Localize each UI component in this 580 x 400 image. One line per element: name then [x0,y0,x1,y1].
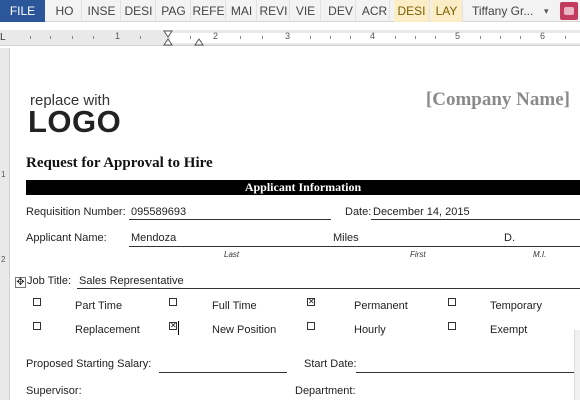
ruler-tick [480,36,481,39]
tab-acrobat[interactable]: ACR [360,0,390,22]
tab-view[interactable]: VIE [291,0,321,22]
tab-design[interactable]: DESI [122,0,156,22]
section-header: Applicant Information [26,180,580,195]
replacement-label: Replacement [75,324,140,336]
checkbox-exempt[interactable] [448,322,456,330]
ruler-number: 6 [540,31,546,41]
tab-table-design[interactable]: DESI [394,0,430,22]
ruler-tick [435,36,436,39]
user-account-name[interactable]: Tiffany Gr... [472,4,534,18]
full-time-label: Full Time [212,300,257,312]
horizontal-ruler [0,30,580,46]
ruler-number: 4 [370,31,376,41]
ribbon-tab-bar [0,0,580,22]
tab-references[interactable]: REFE [192,0,226,22]
caption-mi: M.I. [533,250,547,259]
ruler-tick [240,36,241,39]
logo-placeholder-caption: replace with [30,92,111,109]
applicant-name-label: Applicant Name: [26,232,107,244]
ruler-number: 1 [115,31,121,41]
tab-insert[interactable]: INSE [83,0,121,22]
tab-home[interactable]: HO [48,0,82,22]
applicant-name-underline [129,246,580,247]
ruler-number: 3 [285,31,291,41]
checkbox-new-position[interactable]: ✕ [170,321,177,330]
requisition-label: Requisition Number: [26,206,126,218]
ruler-tick [72,36,73,39]
part-time-label: Part Time [75,300,123,312]
checkbox-part-time[interactable] [33,298,41,306]
requisition-underline [129,219,331,220]
tab-mailings[interactable]: MAI [227,0,257,22]
ruler-tick [520,36,521,39]
vruler-number: 2 [1,255,6,264]
tab-developer[interactable]: DEV [326,0,356,22]
exempt-label: Exempt [490,324,528,336]
permanent-label: Permanent [354,300,408,312]
ruler-number: 2 [213,31,219,41]
job-title-value[interactable]: Sales Representative [79,275,184,287]
ruler-tick [50,36,51,39]
tab-review[interactable]: REVI [258,0,290,22]
tab-page-layout[interactable]: PAG [157,0,191,22]
job-title-label: Job Title: [27,275,72,287]
hourly-label: Hourly [354,324,386,336]
requisition-value[interactable]: 095589693 [131,206,187,218]
file-tab[interactable]: FILE [0,0,45,22]
table-move-handle[interactable]: ✥ [16,277,25,288]
ruler-tick [565,36,566,39]
chevron-down-icon[interactable]: ▾ [544,6,549,16]
logo-placeholder: LOGO [28,104,122,139]
date-value[interactable]: December 14, 2015 [373,206,470,218]
caption-first: First [410,250,426,259]
ruler-tick [350,36,351,39]
department-label: Department: [295,385,356,397]
start-date-underline[interactable] [356,372,580,373]
checkbox-hourly[interactable] [307,322,315,330]
ruler-number: 5 [455,31,461,41]
job-title-underline [77,288,580,289]
temporary-label: Temporary [490,300,542,312]
applicant-middle-initial[interactable]: D. [504,232,515,244]
applicant-first-name[interactable]: Miles [333,232,359,244]
vertical-ruler [0,48,10,400]
new-position-label: New Position [212,324,277,336]
tab-table-layout[interactable]: LAY [431,0,463,22]
date-label: Date: [345,206,372,218]
checkbox-replacement[interactable] [33,322,41,330]
vruler-number: 1 [1,170,6,179]
ruler-tick [415,36,416,39]
date-underline [371,219,580,220]
ruler-tick [310,36,311,39]
ruler-tick [262,36,263,39]
checkbox-permanent[interactable]: ✕ [308,297,315,306]
form-title: Request for Approval to Hire [26,155,213,171]
checkbox-full-time[interactable] [169,298,177,306]
applicant-last-name[interactable]: Mendoza [131,232,177,244]
ruler-tick [93,36,94,39]
ruler-tick [500,36,501,39]
ruler-tick [140,36,141,39]
tab-selector[interactable]: L [0,32,6,43]
caption-last: Last [224,250,240,259]
ruler-tick [190,36,191,39]
first-line-indent-marker[interactable] [163,30,173,46]
right-indent-marker[interactable] [194,37,204,47]
ruler-tick [30,36,31,39]
checkbox-temporary[interactable] [448,298,456,306]
text-cursor [178,321,179,335]
company-name[interactable]: [Company Name] [425,89,570,110]
user-avatar[interactable] [560,2,578,20]
start-date-label: Start Date: [304,358,357,370]
ruler-tick [395,36,396,39]
ruler-tick [330,36,331,39]
supervisor-label: Supervisor: [26,385,82,397]
salary-label: Proposed Starting Salary: [26,358,152,370]
salary-underline[interactable] [159,372,287,373]
vertical-scrollbar[interactable] [574,330,580,400]
